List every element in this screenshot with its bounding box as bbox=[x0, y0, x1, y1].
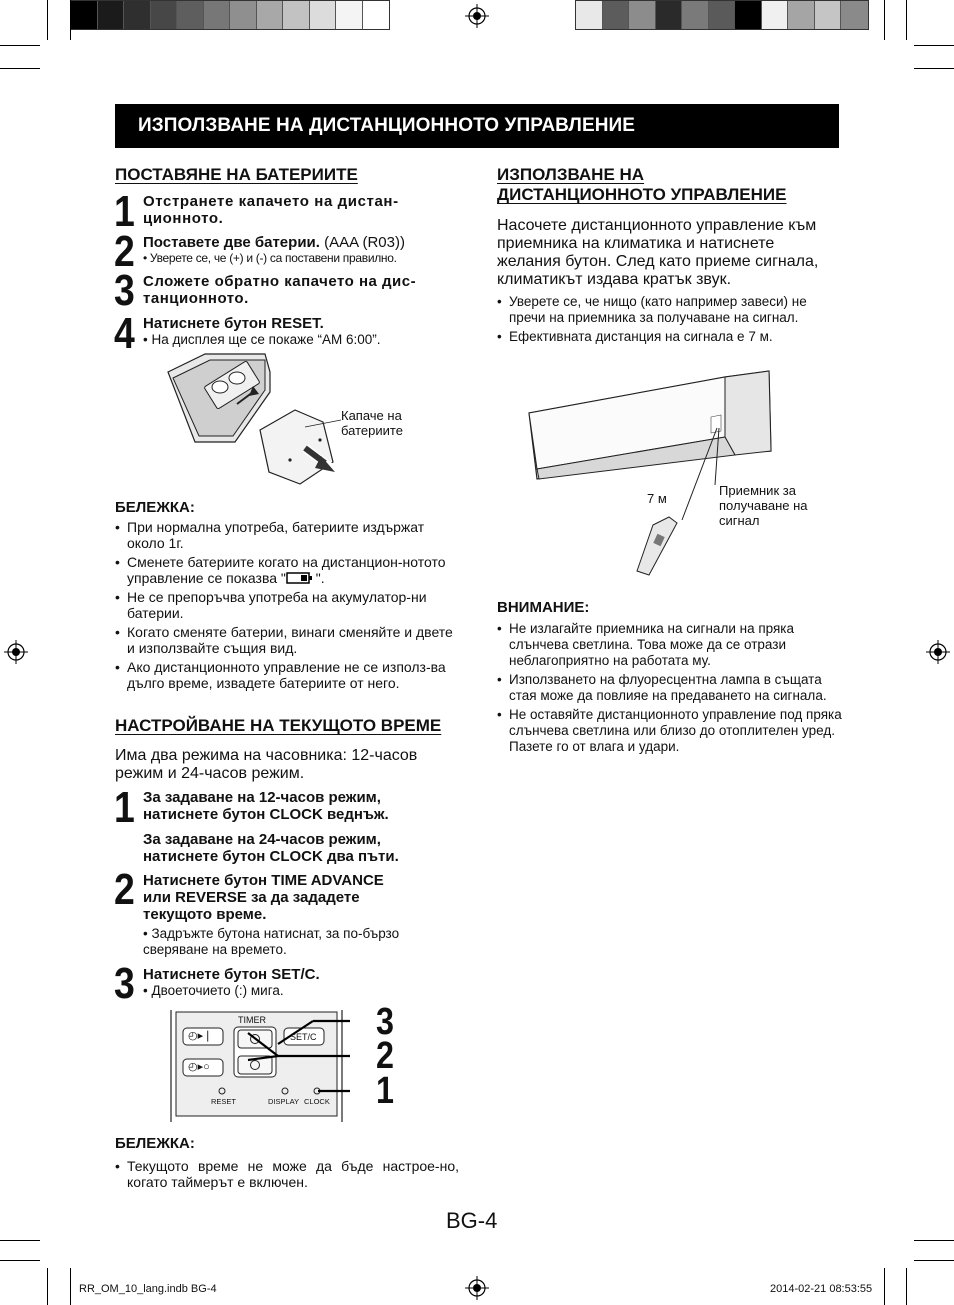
note-text-suffix: ". bbox=[311, 570, 325, 586]
crop-mark bbox=[0, 68, 40, 69]
step-text: За задаване на 12-часов режим, натиснете бутон CLOCK веднъж. bbox=[143, 789, 389, 823]
step-note: • Уверете се, че (+) и (-) са поставени правилно. bbox=[143, 251, 397, 265]
clock-notes bbox=[115, 1158, 459, 1193]
color-swatch bbox=[363, 1, 390, 29]
color-swatch bbox=[788, 1, 815, 29]
crop-mark bbox=[70, 0, 71, 40]
step-text: Натиснете бутон TIME ADVANCE или REVERSE за да зададете текущото време. bbox=[143, 872, 384, 923]
step-number: 1 bbox=[114, 783, 135, 832]
step-number: 3 bbox=[114, 266, 135, 315]
color-swatch bbox=[841, 1, 868, 29]
color-bar-right bbox=[575, 0, 869, 30]
step-text: Отстранете капачето на дистан- ционното. bbox=[143, 193, 399, 227]
crop-mark bbox=[906, 0, 907, 40]
color-swatch bbox=[682, 1, 709, 29]
usage-notes bbox=[497, 294, 842, 348]
setc-label: SET/C bbox=[290, 1032, 317, 1042]
clock-intro: Има два режима на часовника: 12-часов режим и 24-часов режим. bbox=[115, 747, 418, 782]
color-swatch bbox=[177, 1, 204, 29]
registration-mark-icon bbox=[926, 640, 950, 664]
color-swatch bbox=[629, 1, 656, 29]
step-number: 4 bbox=[114, 309, 135, 358]
receiver-label: Приемник за получаване на сигнал bbox=[719, 483, 808, 528]
crop-mark bbox=[884, 0, 885, 40]
registration-mark-icon bbox=[465, 1276, 489, 1300]
color-swatch bbox=[603, 1, 630, 29]
page-number: BG-4 bbox=[446, 1208, 498, 1233]
step-text: Натиснете бутон RESET. bbox=[143, 315, 324, 332]
battery-low-icon bbox=[286, 572, 312, 584]
crop-mark bbox=[47, 0, 48, 40]
color-swatch bbox=[151, 1, 178, 29]
caution-item: • Използването на флуоресцентна лампа в същата стая може да повлияе на предаването на сигнала. bbox=[497, 672, 842, 704]
color-bar-left bbox=[70, 0, 390, 30]
callout-1: 1 bbox=[376, 1070, 394, 1112]
crop-mark bbox=[914, 1240, 954, 1241]
crop-mark bbox=[914, 1260, 954, 1261]
step-number: 2 bbox=[114, 865, 135, 914]
color-swatch bbox=[204, 1, 231, 29]
color-swatch bbox=[310, 1, 337, 29]
step-text bbox=[143, 234, 463, 251]
note-heading: БЕЛЕЖКА: bbox=[115, 1135, 195, 1152]
crop-mark bbox=[0, 1260, 40, 1261]
step-text-extra: (AAA (R03)) bbox=[319, 234, 405, 251]
footer-file: RR_OM_10_lang.indb BG-4 bbox=[79, 1283, 217, 1295]
crop-mark bbox=[0, 45, 40, 46]
step-number: 1 bbox=[114, 187, 135, 236]
note-heading: БЕЛЕЖКА: bbox=[115, 499, 195, 516]
color-swatch bbox=[257, 1, 284, 29]
note-item: • Ако дистанционното управление не се използ-ва дълго време, извадете батериите от него. bbox=[115, 659, 460, 691]
clock-label: CLOCK bbox=[304, 1097, 330, 1106]
callout-2: 2 bbox=[376, 1035, 394, 1077]
note-item: • При нормална употреба, батериите издържат около 1г. bbox=[115, 519, 460, 551]
note-item: • Когато сменяте батерии, винаги сменяйте и двете и използвайте същия вид. bbox=[115, 624, 460, 656]
color-swatch bbox=[124, 1, 151, 29]
step-text: За задаване на 24-часов режим, натиснете бутон CLOCK два пъти. bbox=[143, 831, 399, 865]
color-swatch bbox=[283, 1, 310, 29]
registration-mark-icon bbox=[4, 640, 28, 664]
display-label: DISPLAY bbox=[268, 1097, 300, 1106]
caution-item: • Не оставяйте дистанционното управление под пряка слънчева светлина или близо до отоплителен уред. Пазете го от влага и удари. bbox=[497, 707, 842, 755]
air-conditioner-figure bbox=[525, 365, 780, 580]
step-note: • На дисплея ще се покаже “AM 6:00”. bbox=[143, 332, 381, 347]
timer-on-icon: ◴▸❘ bbox=[188, 1030, 213, 1042]
color-swatch bbox=[230, 1, 257, 29]
color-swatch bbox=[71, 1, 98, 29]
footer-timestamp: 2014-02-21 08:53:55 bbox=[770, 1283, 873, 1295]
reset-label: RESET bbox=[211, 1097, 237, 1106]
color-swatch bbox=[735, 1, 762, 29]
usage-intro: Насочете дистанционното управление към приемника на климатика и натиснете желания бутон. След като приеме сигнала, климатикът издава кратък звук. bbox=[497, 217, 819, 288]
step-number: 2 bbox=[114, 227, 135, 276]
crop-mark bbox=[0, 1240, 40, 1241]
note-item: • Ефективната дистанция на сигнала е 7 м. bbox=[497, 329, 842, 345]
crop-mark bbox=[914, 45, 954, 46]
battery-cover-label: Капаче на батериите bbox=[341, 408, 403, 438]
crop-mark bbox=[914, 68, 954, 69]
caution-item: • Не излагайте приемника на сигнали на пряка слънчева светлина. Това може да се отрази неблагоприятно на работата му. bbox=[497, 621, 842, 669]
color-swatch bbox=[709, 1, 736, 29]
battery-figure bbox=[165, 352, 355, 487]
crop-mark bbox=[906, 1268, 907, 1305]
section-title-clock: НАСТРОЙВАНЕ НА ТЕКУЩОТО ВРЕМЕ bbox=[115, 716, 442, 735]
caution-heading: ВНИМАНИЕ: bbox=[497, 599, 590, 616]
crop-mark bbox=[884, 1268, 885, 1305]
step-note: • Задръжте бутона натиснат, за по-бързо сверяване на времето. bbox=[143, 926, 400, 957]
color-swatch bbox=[656, 1, 683, 29]
color-swatch bbox=[762, 1, 789, 29]
distance-label: 7 м bbox=[647, 491, 667, 506]
crop-mark bbox=[70, 1268, 71, 1305]
color-swatch bbox=[815, 1, 842, 29]
note-item bbox=[115, 554, 460, 586]
crop-mark bbox=[47, 1268, 48, 1305]
note-text: Сменете батериите когато на дистанцион-нотото управление се показва " bbox=[127, 554, 446, 586]
note-item: • Уверете се, че нищо (като например завеси) не пречи на приемника за получаване на сигнал. bbox=[497, 294, 842, 326]
section-title-usage: ИЗПОЛЗВАНЕ НА ДИСТАНЦИОННОТО УПРАВЛЕНИЕ bbox=[497, 165, 787, 204]
color-swatch bbox=[576, 1, 603, 29]
section-title-batteries: ПОСТАВЯНЕ НА БАТЕРИИТЕ bbox=[115, 165, 358, 184]
step-text-bold: Поставете две батерии. bbox=[143, 234, 320, 251]
caution-list bbox=[497, 621, 842, 758]
step-text: Сложете обратно капачето на дис- танционното. bbox=[143, 273, 417, 307]
color-swatch bbox=[336, 1, 363, 29]
note-item: • Не се препоръчва употреба на акумулатор-ни батерии. bbox=[115, 589, 460, 621]
color-swatch bbox=[98, 1, 125, 29]
timer-off-icon: ◴▸○ bbox=[188, 1061, 210, 1073]
page-title: ИЗПОЛЗВАНЕ НА ДИСТАНЦИОННОТО УПРАВЛЕНИЕ bbox=[115, 104, 839, 148]
step-text: Натиснете бутон SET/C. bbox=[143, 966, 320, 983]
callout-3: 3 bbox=[376, 1001, 394, 1043]
step-number: 3 bbox=[114, 959, 135, 1008]
battery-notes bbox=[115, 519, 460, 694]
timer-label: TIMER bbox=[238, 1015, 266, 1025]
note-item: • Текущото време не може да бъде настрое-но, когато таймерът е включен. bbox=[115, 1158, 459, 1190]
registration-mark-icon bbox=[465, 4, 489, 28]
step-note: • Двоеточието (:) мига. bbox=[143, 983, 284, 998]
